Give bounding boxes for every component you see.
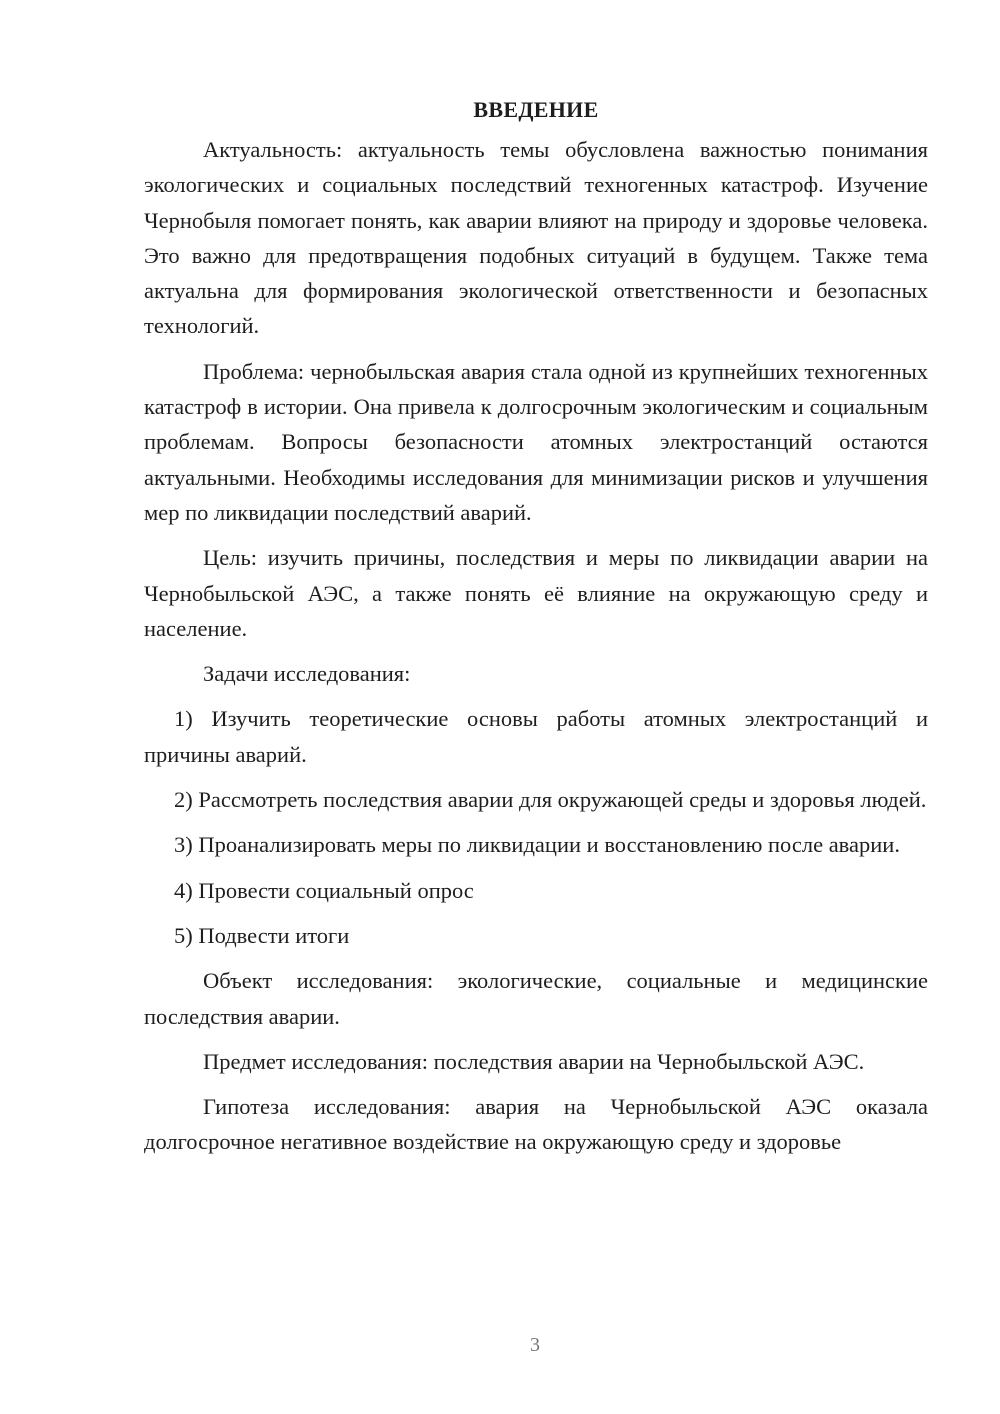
subject-paragraph: Предмет исследования: последствия аварии на Чернобыльской АЭС. [203, 1048, 865, 1074]
task-item-4: 4) Провести социальный опрос [174, 877, 474, 903]
object-paragraph: Объект исследования: экологические, социальные и медицинские последствия аварии. [144, 968, 928, 1029]
section-title: ВВЕДЕНИЕ [473, 97, 599, 122]
task-item-2: 2) Рассмотреть последствия аварии для окружающей среды и здоровья людей. [174, 787, 927, 813]
task-item-1: 1) Изучить теоретические основы работы атомных электростанций и причины аварий. [144, 706, 928, 767]
task-item-5: 5) Подвести итоги [174, 922, 350, 948]
page-content [144, 92, 928, 1170]
task-item-3: 3) Проанализировать меры по ликвидации и восстановлению после аварии. [174, 832, 900, 858]
problem-paragraph: Проблема: чернобыльская авария стала одной из крупнейших техногенных катастроф в истории. Она привела к долгосрочным экологическим и социальным проблемам. Вопросы безопасности атомных электростанций остаются актуальными. Необходимы исследования для минимизации рисков и улучшения мер по ликвидации последствий аварий. [144, 358, 928, 525]
tasks-heading: Задачи исследования: [203, 661, 411, 687]
goal-paragraph: Цель: изучить причины, последствия и меры по ликвидации аварии на Чернобыльской АЭС, а также понять её влияние на окружающую среду и население. [144, 545, 928, 641]
relevance-paragraph: Актуальность: актуальность темы обусловлена важностью понимания экологических и социальных последствий техногенных катастроф. Изучение Чернобыля помогает понять, как аварии влияют на природу и здоровье человека. Это важно для предотвращения подобных ситуаций в будущем. Также тема актуальна для формирования экологической ответственности и безопасных технологий. [144, 137, 928, 339]
page-number: 3 [530, 1334, 540, 1356]
hypothesis-paragraph: Гипотеза исследования: авария на Чернобыльской АЭС оказала долгосрочное негативное воздействие на окружающую среду и здоровье [144, 1094, 928, 1155]
